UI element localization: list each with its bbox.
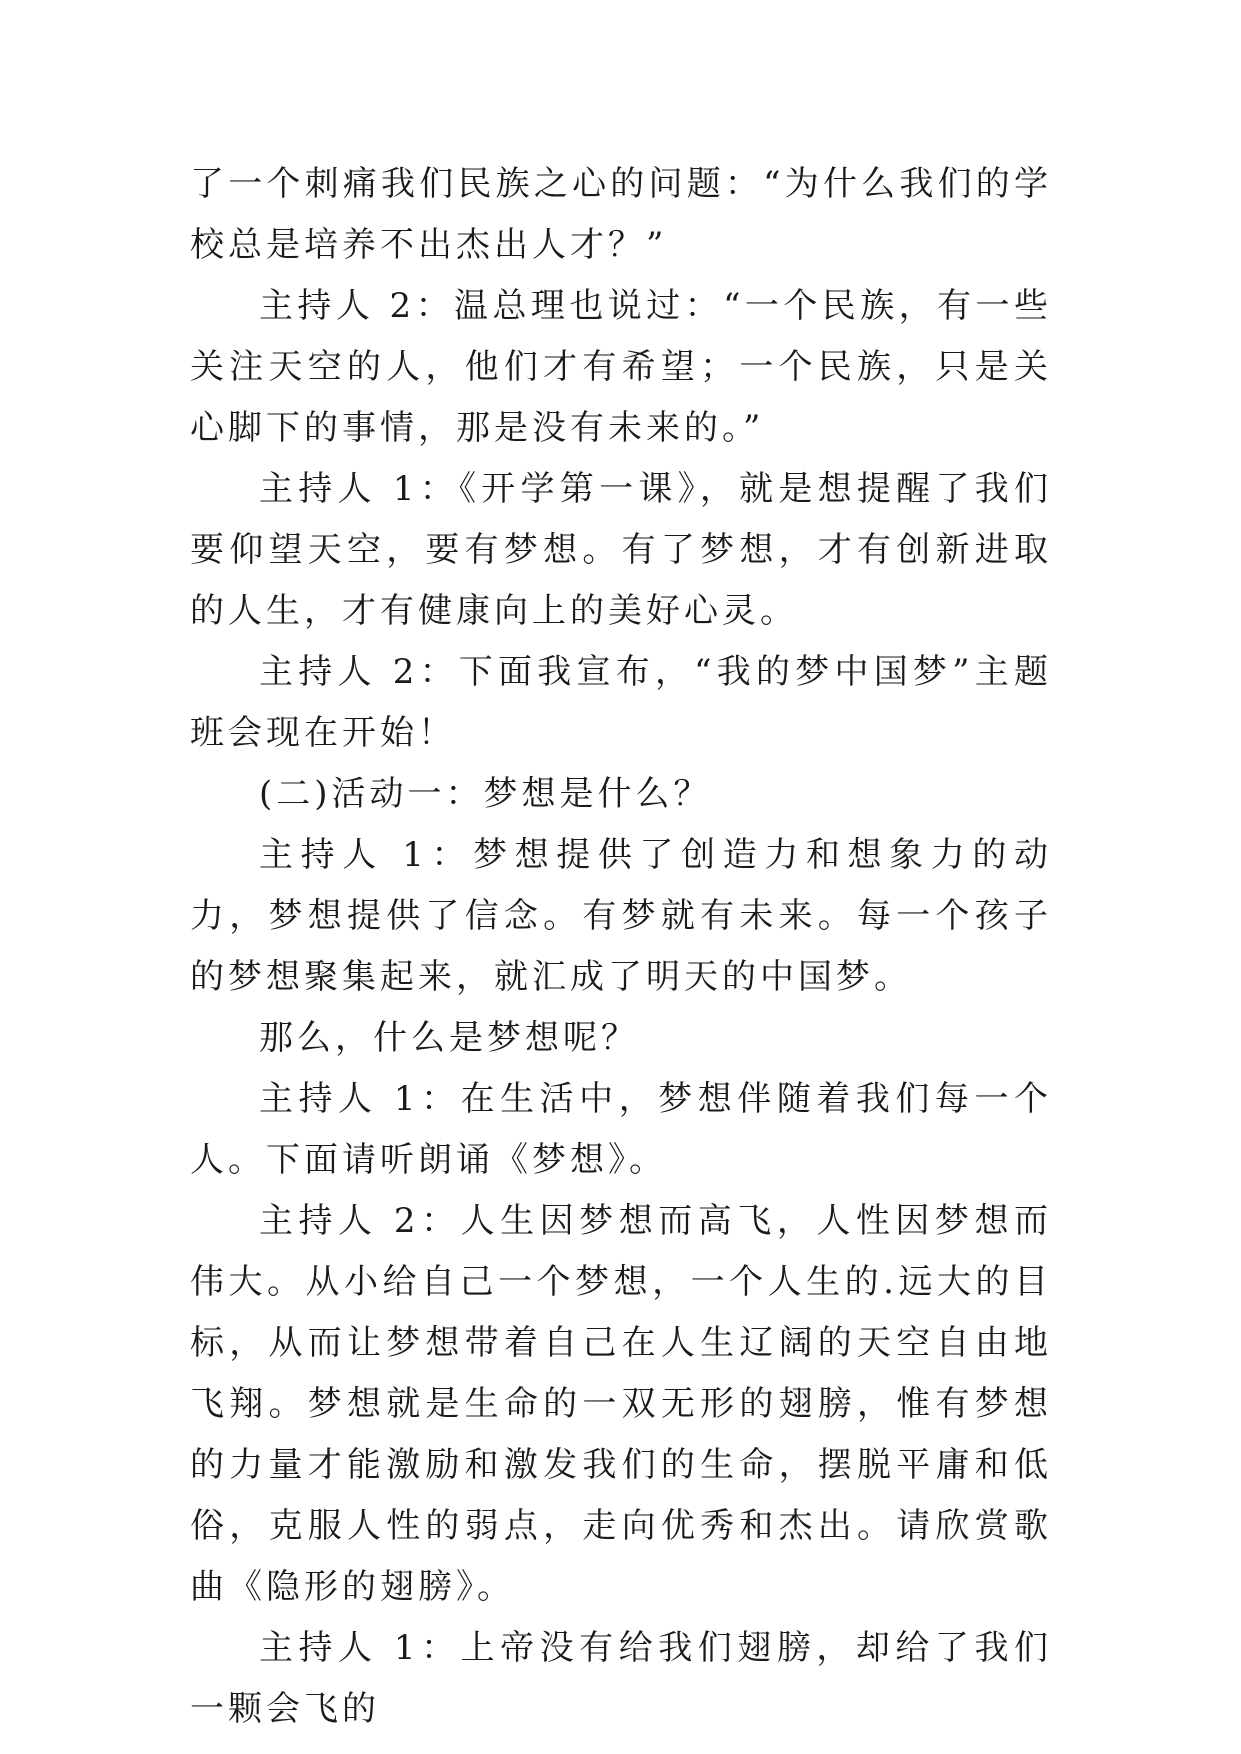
paragraph-host1-dream-power: 主持人 1：梦想提供了创造力和想象力的动力，梦想提供了信念。有梦就有未来。每一个孩子的梦想聚集起来，就汇成了明天的中国梦。 — [190, 835, 1052, 997]
paragraph-host2-premier: 主持人 2：温总理也说过：“一个民族，有一些关注天空的人，他们才有希望；一个民族，只是关心脚下的事情，那是没有未来的。” — [190, 286, 1052, 448]
section-heading-activity-one: (二)活动一：梦想是什么？ — [259, 774, 712, 814]
paragraph-host1-heart: 主持人 1：上帝没有给我们翅膀，却给了我们一颗会飞的 — [190, 1628, 1052, 1729]
paragraph-what-is-dream: 那么，什么是梦想呢？ — [259, 1018, 639, 1058]
paragraph-continuation: 了一个刺痛我们民族之心的问题：“为什么我们的学校总是培养不出杰出人才？” — [190, 164, 1052, 265]
body-text — [190, 154, 1052, 1740]
paragraph-host2-wings: 主持人 2：人生因梦想而高飞，人性因梦想而伟大。从小给自己一个梦想，一个人生的.远大的目标，从而让梦想带着自己在人生辽阔的天空自由地飞翔。梦想就是生命的一双无形的翅膀，惟有梦想的力量才能激励和激发我们的生命，摆脱平庸和低俗，克服人性的弱点，走向优秀和杰出。请欣赏歌曲《隐形的翅膀》。 — [190, 1201, 1052, 1607]
paragraph-host2-announce: 主持人 2：下面我宣布，“我的梦中国梦”主题班会现在开始！ — [190, 652, 1052, 753]
paragraph-host1-first-lesson: 主持人 1：《开学第一课》，就是想提醒了我们要仰望天空，要有梦想。有了梦想，才有创新进取的人生，才有健康向上的美好心灵。 — [190, 469, 1052, 631]
paragraph-host1-recitation: 主持人 1：在生活中，梦想伴随着我们每一个人。下面请听朗诵《梦想》。 — [190, 1079, 1052, 1180]
